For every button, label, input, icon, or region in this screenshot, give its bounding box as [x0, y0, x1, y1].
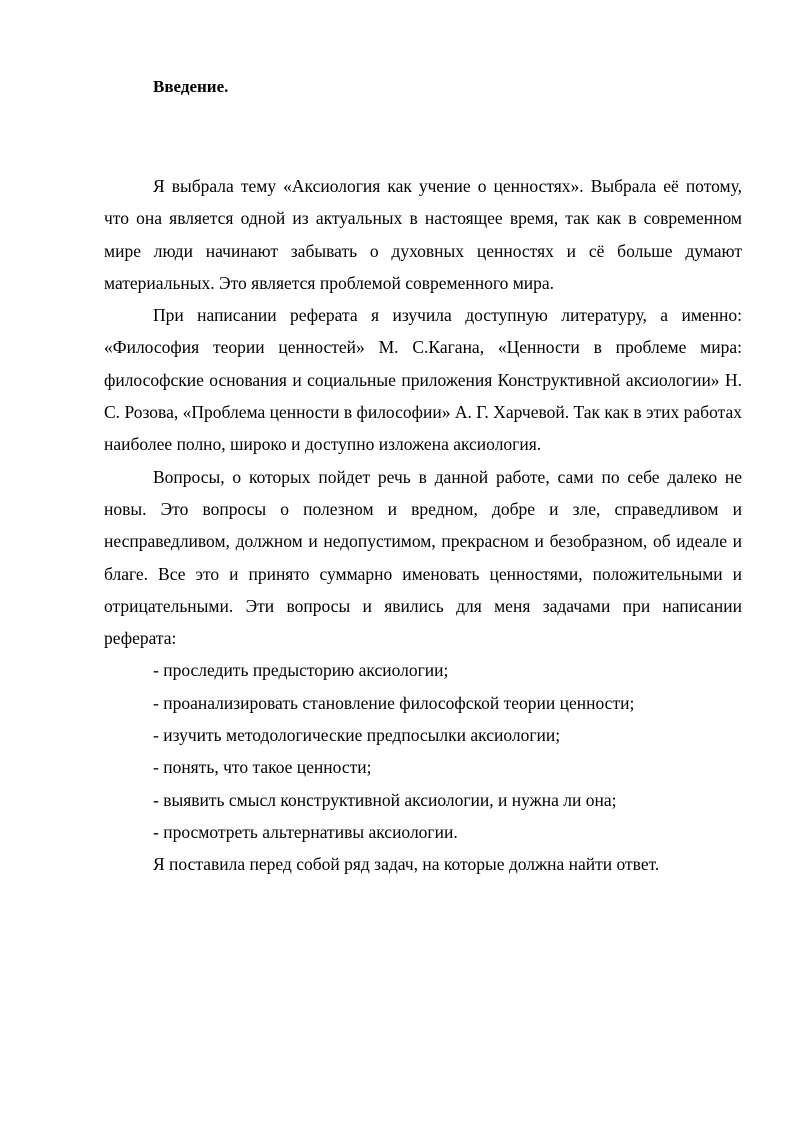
task-list	[104, 654, 742, 848]
list-item: - выявить смысл конструктивной аксиологии, и нужна ли она;	[153, 789, 617, 810]
paragraph-literature: При написании реферата я изучила доступную литературу, а именно: «Философия теории ценностей» М. С.Кагана, «Ценности в проблеме мира: философские основания и социальные приложения Конструктивной аксиологии» Н. С. Розова, «Проблема ценности в философии» А. Г. Харчевой. Так как в этих работах наиболее полно, широко и доступно изложена аксиология.	[104, 305, 742, 455]
list-item: - проанализировать становление философской теории ценности;	[153, 692, 635, 713]
list-item: - просмотреть альтернативы аксиологии.	[153, 821, 458, 842]
paragraph-closing: Я поставила перед собой ряд задач, на которые должна найти ответ.	[153, 854, 660, 875]
page-title: Введение.	[153, 77, 229, 96]
list-item: - изучить методологические предпосылки аксиологии;	[153, 725, 561, 746]
document-body	[104, 170, 742, 881]
paragraph-topic: Я выбрала тему «Аксиология как учение о ценностях». Выбрала её потому, что она является одной из актуальных в настоящее время, так как в современном мире люди начинают забывать о духовных ценностях и сё больше думают материальных. Это является проблемой современного мира.	[104, 176, 742, 293]
list-item: - проследить предысторию аксиологии;	[153, 660, 449, 681]
paragraph-questions: Вопросы, о которых пойдет речь в данной работе, сами по себе далеко не новы. Это вопросы о полезном и вредном, добре и зле, справедливом и несправедливом, должном и недопустимом, прекрасном и безобразном, об идеале и благе. Все это и принято суммарно именовать ценностями, положительными и отрицательными. Эти вопросы и явились для меня задачами при написании реферата:	[104, 466, 742, 649]
list-item: - понять, что такое ценности;	[153, 757, 372, 778]
